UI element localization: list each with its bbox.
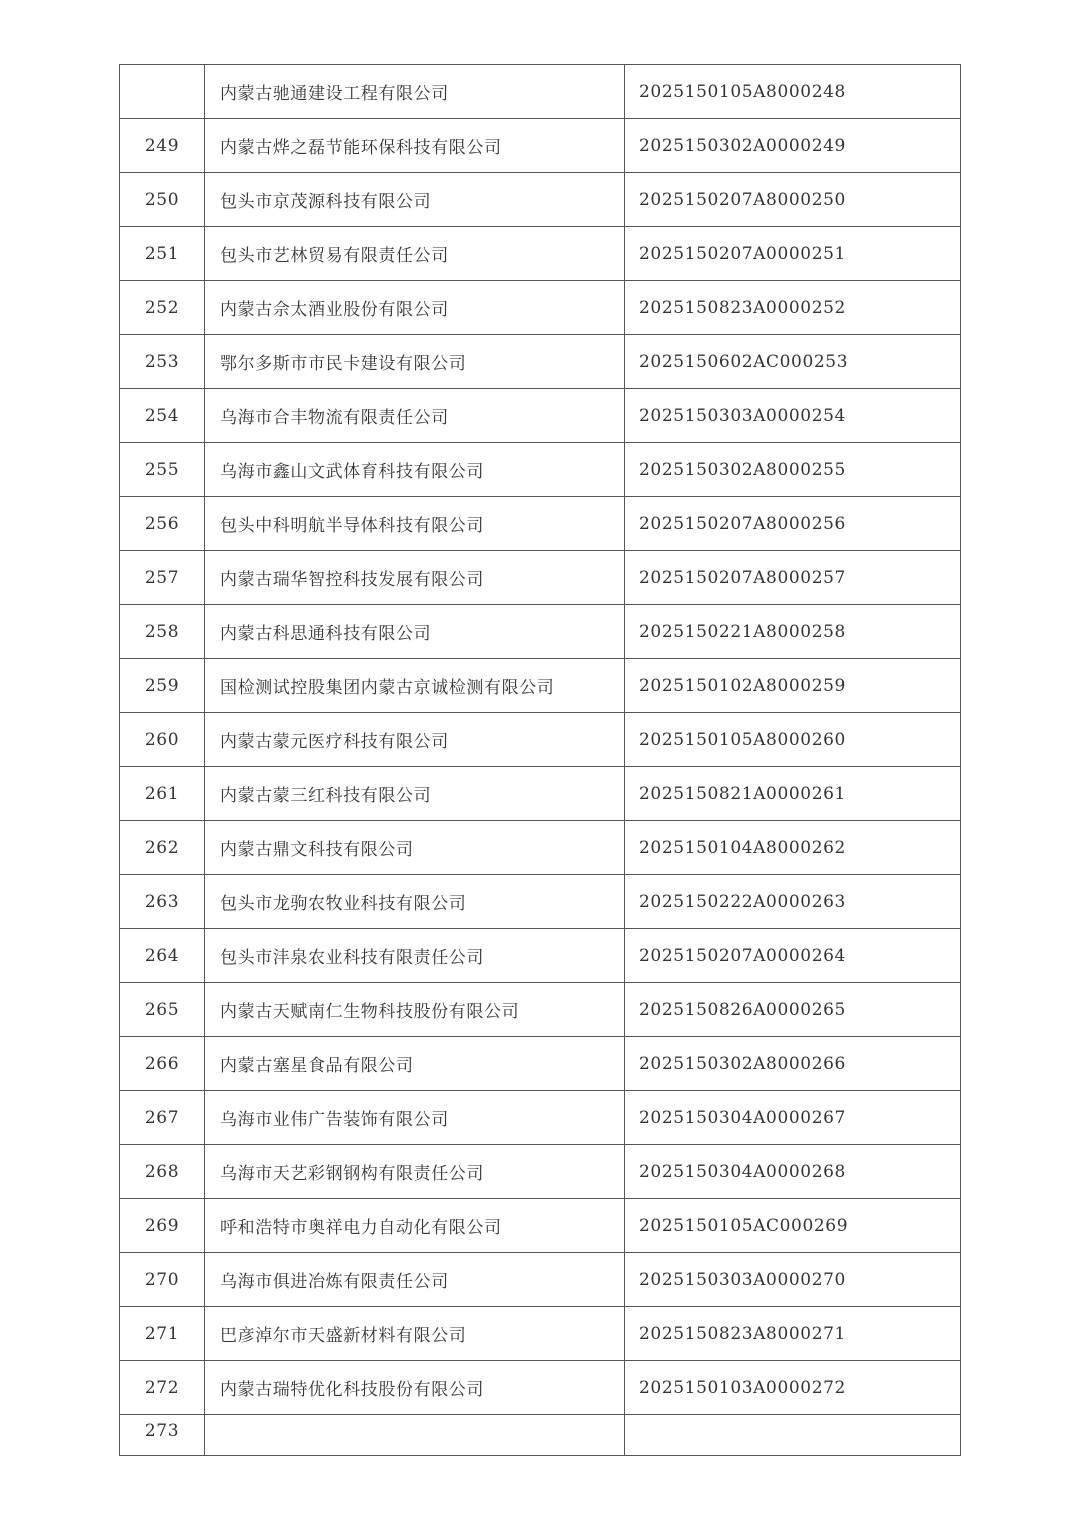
table-row [120,929,961,983]
registration-code: 2025150303A0000270 [625,1253,961,1307]
row-number: 269 [120,1199,205,1253]
company-name: 内蒙古科思通科技有限公司 [205,605,625,659]
table-row [120,227,961,281]
registration-code: 2025150821A0000261 [625,767,961,821]
row-number: 272 [120,1361,205,1415]
registration-code: 2025150105A8000248 [625,65,961,119]
row-number: 257 [120,551,205,605]
row-number: 249 [120,119,205,173]
table-row [120,1145,961,1199]
company-name: 包头市龙驹农牧业科技有限公司 [205,875,625,929]
company-name: 乌海市合丰物流有限责任公司 [205,389,625,443]
table-row [120,65,961,119]
company-name: 内蒙古塞星食品有限公司 [205,1037,625,1091]
company-name: 国检测试控股集团内蒙古京诚检测有限公司 [205,659,625,713]
company-name: 包头市艺林贸易有限责任公司 [205,227,625,281]
company-name: 内蒙古蒙三红科技有限公司 [205,767,625,821]
registration-code: 2025150221A8000258 [625,605,961,659]
registration-code: 2025150103A0000272 [625,1361,961,1415]
registration-code: 2025150304A0000267 [625,1091,961,1145]
row-number: 260 [120,713,205,767]
row-number: 250 [120,173,205,227]
table-row [120,1415,961,1456]
row-number: 255 [120,443,205,497]
registration-code: 2025150105A8000260 [625,713,961,767]
company-name: 包头市沣泉农业科技有限责任公司 [205,929,625,983]
registration-code: 2025150207A8000250 [625,173,961,227]
registration-code: 2025150207A8000256 [625,497,961,551]
row-number: 253 [120,335,205,389]
row-number: 265 [120,983,205,1037]
row-number: 263 [120,875,205,929]
table-row [120,875,961,929]
table-row [120,1199,961,1253]
row-number: 273 [120,1415,205,1456]
company-name: 内蒙古烨之磊节能环保科技有限公司 [205,119,625,173]
table-row [120,119,961,173]
table-row [120,551,961,605]
registration-code: 2025150207A8000257 [625,551,961,605]
company-name: 鄂尔多斯市市民卡建设有限公司 [205,335,625,389]
company-name: 乌海市俱进冶炼有限责任公司 [205,1253,625,1307]
table-row [120,335,961,389]
company-name: 包头市京茂源科技有限公司 [205,173,625,227]
table-row [120,659,961,713]
registration-code: 2025150302A8000255 [625,443,961,497]
table-row [120,605,961,659]
company-name: 内蒙古瑞特优化科技股份有限公司 [205,1361,625,1415]
row-number [120,65,205,119]
registration-code: 2025150304A0000268 [625,1145,961,1199]
row-number: 261 [120,767,205,821]
registration-code: 2025150823A8000271 [625,1307,961,1361]
row-number: 252 [120,281,205,335]
company-name: 内蒙古瑞华智控科技发展有限公司 [205,551,625,605]
registration-code: 2025150826A0000265 [625,983,961,1037]
row-number: 258 [120,605,205,659]
registration-code: 2025150104A8000262 [625,821,961,875]
table-row [120,1361,961,1415]
table-row [120,767,961,821]
company-name: 内蒙古驰通建设工程有限公司 [205,65,625,119]
row-number: 251 [120,227,205,281]
row-number: 266 [120,1037,205,1091]
table-row [120,1307,961,1361]
company-name: 内蒙古天赋南仁生物科技股份有限公司 [205,983,625,1037]
row-number: 268 [120,1145,205,1199]
row-number: 270 [120,1253,205,1307]
registration-code: 2025150302A8000266 [625,1037,961,1091]
company-name: 乌海市天艺彩钢钢构有限责任公司 [205,1145,625,1199]
table-body [120,65,961,1456]
registration-code: 2025150222A0000263 [625,875,961,929]
table-row [120,983,961,1037]
company-name: 呼和浩特市奥祥电力自动化有限公司 [205,1199,625,1253]
registration-code: 2025150207A0000251 [625,227,961,281]
company-list-table [119,64,961,1456]
company-name: 包头中科明航半导体科技有限公司 [205,497,625,551]
company-name: 乌海市业伟广告装饰有限公司 [205,1091,625,1145]
row-number: 256 [120,497,205,551]
table-row [120,1037,961,1091]
table-row [120,389,961,443]
row-number: 262 [120,821,205,875]
table-row [120,1091,961,1145]
company-name: 内蒙古鼎文科技有限公司 [205,821,625,875]
row-number: 254 [120,389,205,443]
row-number: 271 [120,1307,205,1361]
registration-code: 2025150207A0000264 [625,929,961,983]
table-row [120,497,961,551]
table-row [120,173,961,227]
registration-code: 2025150602AC000253 [625,335,961,389]
table-row [120,821,961,875]
registration-code: 2025150302A0000249 [625,119,961,173]
company-name: 乌海市鑫山文武体育科技有限公司 [205,443,625,497]
row-number: 259 [120,659,205,713]
table-row [120,1253,961,1307]
table-row [120,713,961,767]
table-row [120,443,961,497]
company-name [205,1415,625,1456]
company-name: 巴彦淖尔市天盛新材料有限公司 [205,1307,625,1361]
company-name: 内蒙古蒙元医疗科技有限公司 [205,713,625,767]
registration-code: 2025150102A8000259 [625,659,961,713]
registration-code [625,1415,961,1456]
table-row [120,281,961,335]
row-number: 264 [120,929,205,983]
company-name: 内蒙古佘太酒业股份有限公司 [205,281,625,335]
registration-code: 2025150303A0000254 [625,389,961,443]
registration-code: 2025150105AC000269 [625,1199,961,1253]
registration-code: 2025150823A0000252 [625,281,961,335]
row-number: 267 [120,1091,205,1145]
